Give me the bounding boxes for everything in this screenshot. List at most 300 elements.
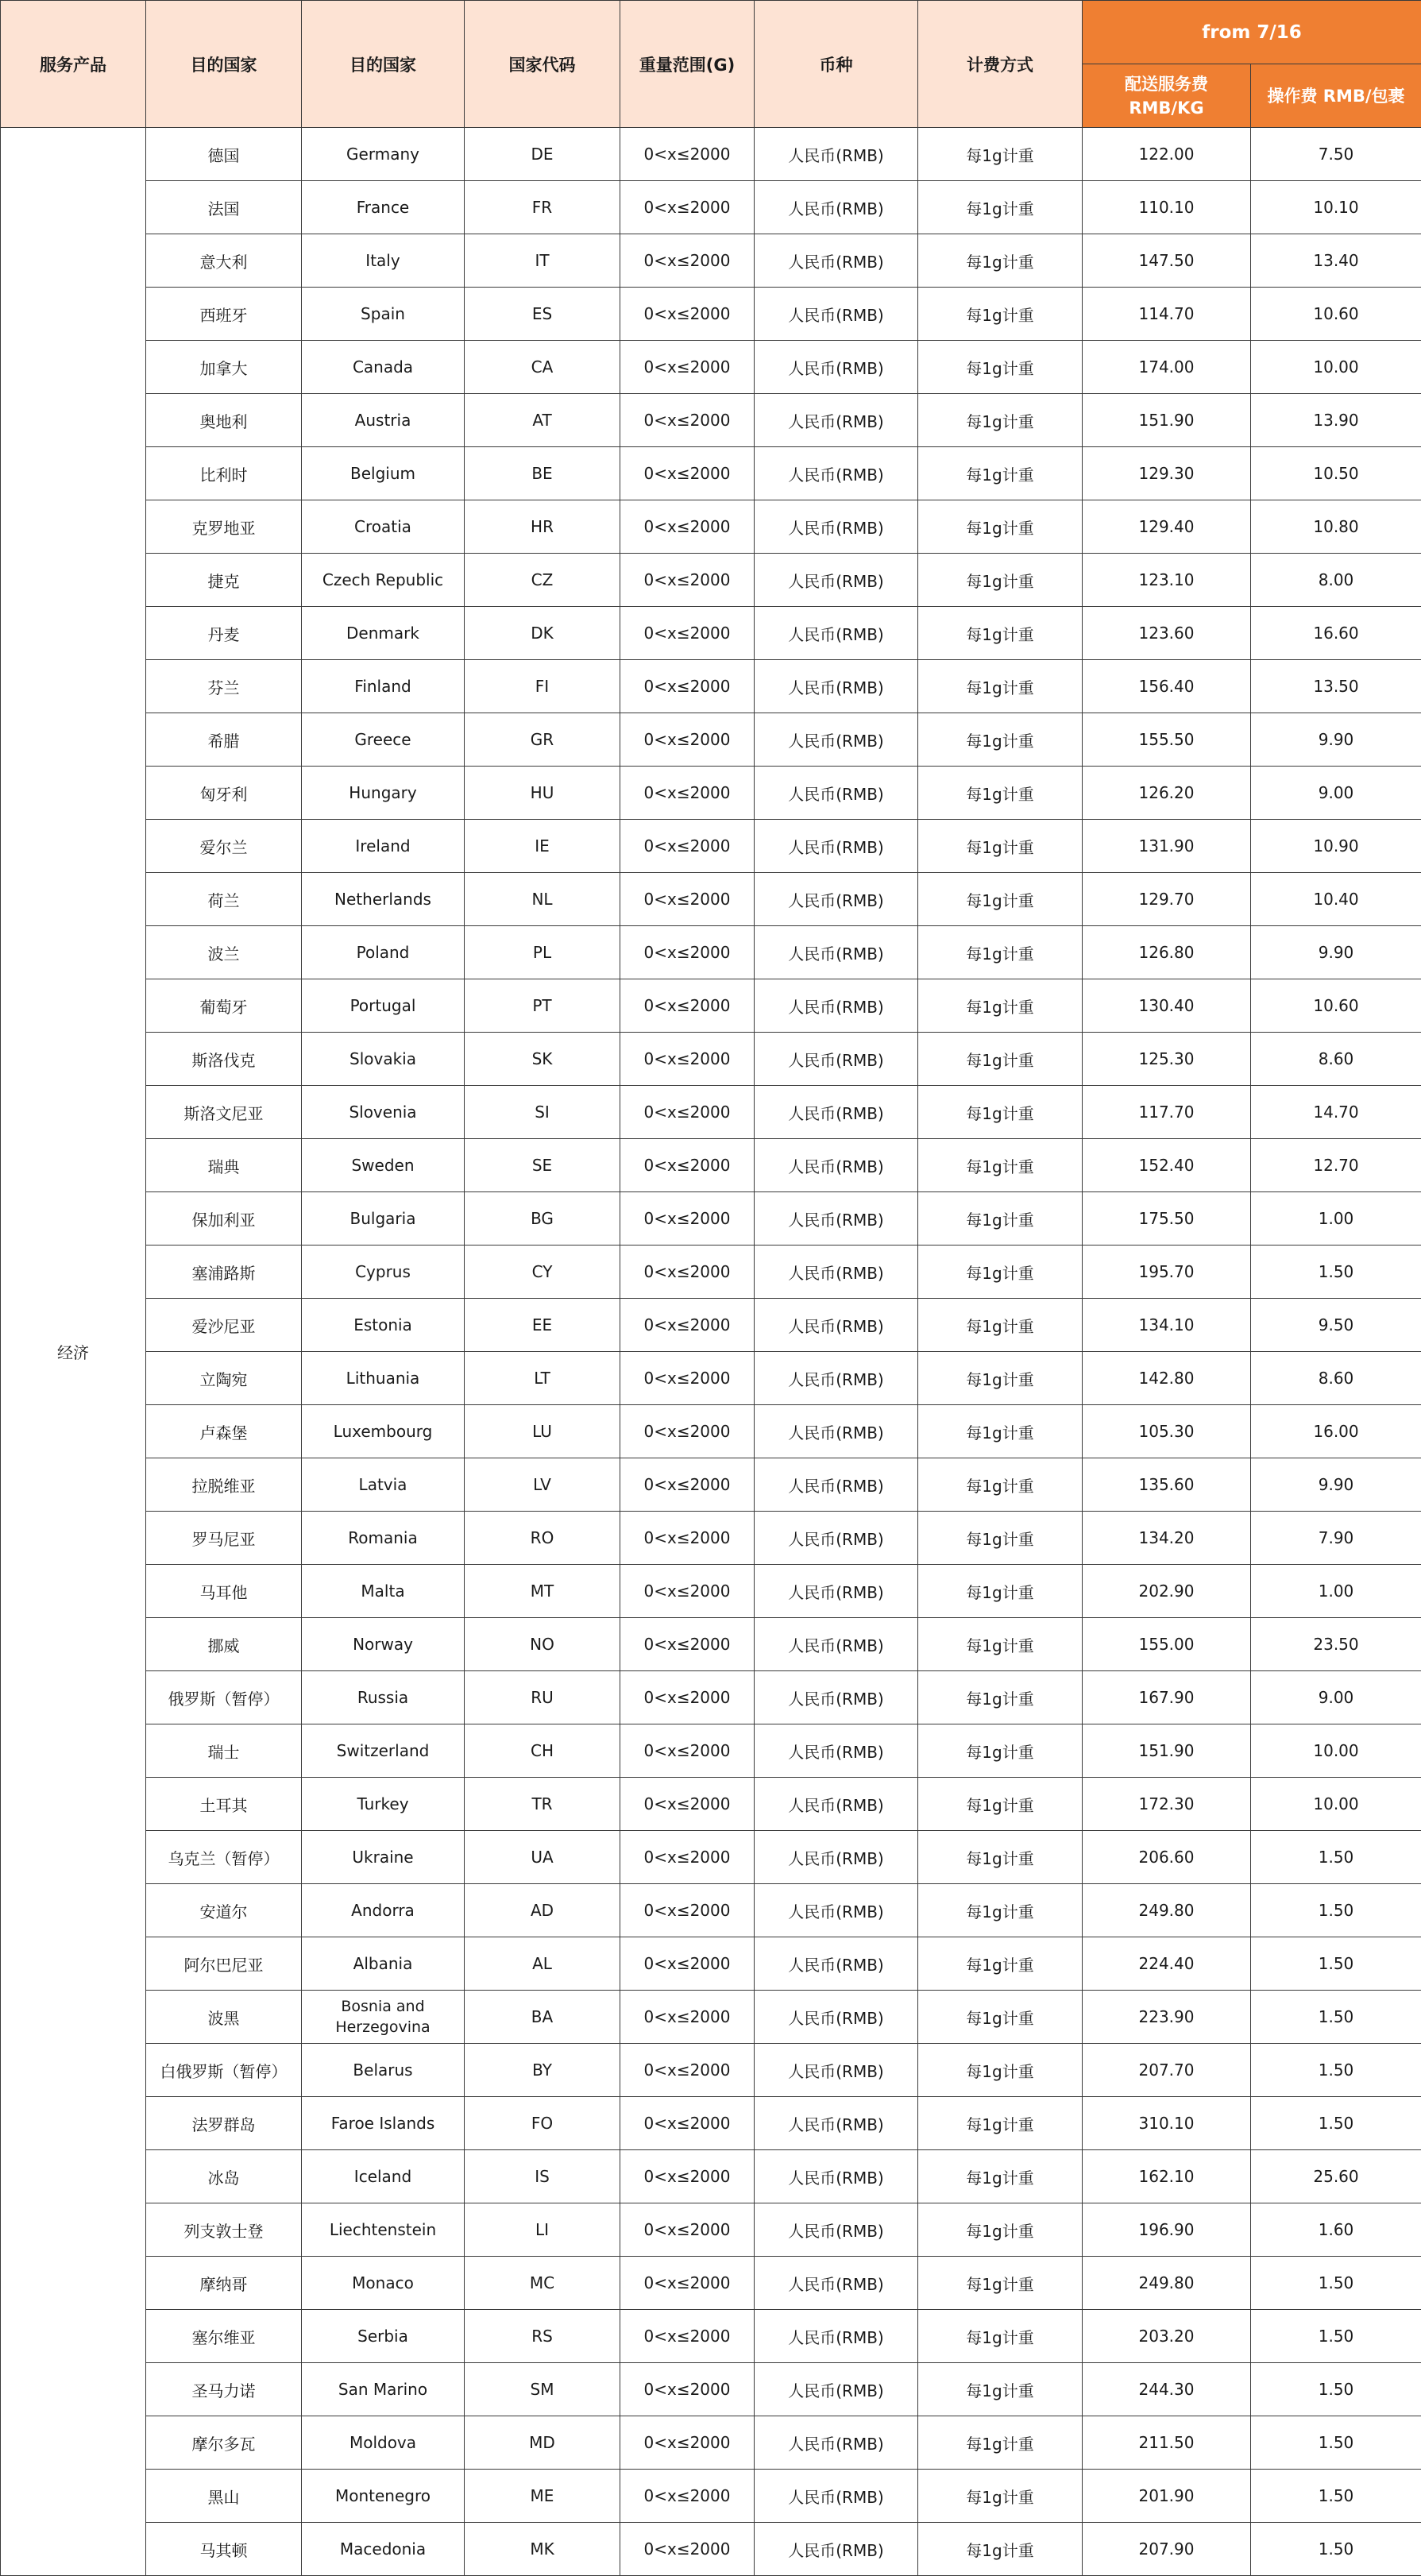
- currency: 人民币(RMB): [755, 1086, 918, 1139]
- table-row: [1, 1937, 1421, 1991]
- billing-method: 每1g计重: [918, 181, 1083, 234]
- delivery-fee: 114.70: [1083, 288, 1251, 341]
- handling-fee: 7.90: [1251, 1512, 1421, 1565]
- delivery-fee: 175.50: [1083, 1192, 1251, 1246]
- table-row: [1, 341, 1421, 394]
- country-code: IS: [465, 2150, 620, 2203]
- handling-fee: 1.50: [1251, 2363, 1421, 2416]
- weight-range: 0<x≤2000: [620, 820, 755, 873]
- weight-range: 0<x≤2000: [620, 2523, 755, 2576]
- country-name-cn: 卢森堡: [146, 1405, 302, 1458]
- billing-method: 每1g计重: [918, 1405, 1083, 1458]
- delivery-fee: 117.70: [1083, 1086, 1251, 1139]
- billing-method: 每1g计重: [918, 2310, 1083, 2363]
- table-row: [1, 873, 1421, 926]
- billing-method: 每1g计重: [918, 1192, 1083, 1246]
- handling-fee: 16.60: [1251, 607, 1421, 660]
- country-name-en: Turkey: [302, 1778, 465, 1831]
- currency: 人民币(RMB): [755, 1458, 918, 1512]
- country-code: SM: [465, 2363, 620, 2416]
- handling-fee: 8.00: [1251, 554, 1421, 607]
- weight-range: 0<x≤2000: [620, 1352, 755, 1405]
- billing-method: 每1g计重: [918, 288, 1083, 341]
- table-row: [1, 128, 1421, 181]
- weight-range: 0<x≤2000: [620, 2097, 755, 2150]
- billing-method: 每1g计重: [918, 2044, 1083, 2097]
- table-row: [1, 1884, 1421, 1937]
- country-name-cn: 斯洛文尼亚: [146, 1086, 302, 1139]
- delivery-fee: 249.80: [1083, 2257, 1251, 2310]
- currency: 人民币(RMB): [755, 234, 918, 288]
- billing-method: 每1g计重: [918, 1618, 1083, 1671]
- country-name-en: Latvia: [302, 1458, 465, 1512]
- country-name-en: Montenegro: [302, 2470, 465, 2523]
- weight-range: 0<x≤2000: [620, 873, 755, 926]
- currency: 人民币(RMB): [755, 1724, 918, 1778]
- table-row: [1, 554, 1421, 607]
- billing-method: 每1g计重: [918, 2150, 1083, 2203]
- country-code: IT: [465, 234, 620, 288]
- table-row: [1, 2203, 1421, 2257]
- country-code: UA: [465, 1831, 620, 1884]
- delivery-fee: 151.90: [1083, 394, 1251, 447]
- currency: 人民币(RMB): [755, 820, 918, 873]
- table-row: [1, 394, 1421, 447]
- country-name-en: Canada: [302, 341, 465, 394]
- country-code: NO: [465, 1618, 620, 1671]
- country-name-en: Cyprus: [302, 1246, 465, 1299]
- weight-range: 0<x≤2000: [620, 2044, 755, 2097]
- currency: 人民币(RMB): [755, 713, 918, 767]
- country-name-cn: 荷兰: [146, 873, 302, 926]
- weight-range: 0<x≤2000: [620, 713, 755, 767]
- delivery-fee: 105.30: [1083, 1405, 1251, 1458]
- currency: 人民币(RMB): [755, 128, 918, 181]
- currency: 人民币(RMB): [755, 2097, 918, 2150]
- country-name-en: Moldova: [302, 2416, 465, 2470]
- country-name-cn: 摩尔多瓦: [146, 2416, 302, 2470]
- handling-fee: 10.60: [1251, 288, 1421, 341]
- country-name-en: Poland: [302, 926, 465, 979]
- header-billing-method: 计费方式: [918, 1, 1083, 128]
- country-name-cn: 匈牙利: [146, 767, 302, 820]
- weight-range: 0<x≤2000: [620, 1671, 755, 1724]
- delivery-fee: 203.20: [1083, 2310, 1251, 2363]
- currency: 人民币(RMB): [755, 2363, 918, 2416]
- country-code: SI: [465, 1086, 620, 1139]
- delivery-fee: 147.50: [1083, 234, 1251, 288]
- country-name-en: Andorra: [302, 1884, 465, 1937]
- table-row: [1, 713, 1421, 767]
- country-code: BE: [465, 447, 620, 500]
- country-code: RO: [465, 1512, 620, 1565]
- country-name-en: Germany: [302, 128, 465, 181]
- weight-range: 0<x≤2000: [620, 2150, 755, 2203]
- header-effective-date: from 7/16: [1083, 1, 1421, 64]
- currency: 人民币(RMB): [755, 1565, 918, 1618]
- delivery-fee: 142.80: [1083, 1352, 1251, 1405]
- currency: 人民币(RMB): [755, 1778, 918, 1831]
- delivery-fee: 249.80: [1083, 1884, 1251, 1937]
- billing-method: 每1g计重: [918, 1139, 1083, 1192]
- billing-method: 每1g计重: [918, 500, 1083, 554]
- weight-range: 0<x≤2000: [620, 926, 755, 979]
- delivery-fee: 162.10: [1083, 2150, 1251, 2203]
- billing-method: 每1g计重: [918, 2363, 1083, 2416]
- country-name-cn: 捷克: [146, 554, 302, 607]
- weight-range: 0<x≤2000: [620, 2416, 755, 2470]
- weight-range: 0<x≤2000: [620, 607, 755, 660]
- billing-method: 每1g计重: [918, 713, 1083, 767]
- table-row: [1, 500, 1421, 554]
- billing-method: 每1g计重: [918, 1086, 1083, 1139]
- delivery-fee: 129.40: [1083, 500, 1251, 554]
- billing-method: 每1g计重: [918, 1778, 1083, 1831]
- country-name-en: Portugal: [302, 979, 465, 1033]
- country-name-en: Slovakia: [302, 1033, 465, 1086]
- table-row: [1, 820, 1421, 873]
- currency: 人民币(RMB): [755, 607, 918, 660]
- country-name-cn: 土耳其: [146, 1778, 302, 1831]
- country-name-cn: 奥地利: [146, 394, 302, 447]
- country-code: PL: [465, 926, 620, 979]
- country-name-en: Luxembourg: [302, 1405, 465, 1458]
- weight-range: 0<x≤2000: [620, 1884, 755, 1937]
- weight-range: 0<x≤2000: [620, 1991, 755, 2044]
- delivery-fee: 201.90: [1083, 2470, 1251, 2523]
- country-name-en: Russia: [302, 1671, 465, 1724]
- country-name-cn: 挪威: [146, 1618, 302, 1671]
- handling-fee: 1.60: [1251, 2203, 1421, 2257]
- billing-method: 每1g计重: [918, 926, 1083, 979]
- country-name-cn: 爱沙尼亚: [146, 1299, 302, 1352]
- currency: 人民币(RMB): [755, 1192, 918, 1246]
- header-service-product: 服务产品: [1, 1, 146, 128]
- header-weight-range: 重量范围(G): [620, 1, 755, 128]
- header-dest-country-en: 目的国家: [302, 1, 465, 128]
- country-name-cn: 乌克兰（暂停）: [146, 1831, 302, 1884]
- weight-range: 0<x≤2000: [620, 128, 755, 181]
- country-code: HU: [465, 767, 620, 820]
- country-name-en: Belgium: [302, 447, 465, 500]
- weight-range: 0<x≤2000: [620, 1192, 755, 1246]
- weight-range: 0<x≤2000: [620, 447, 755, 500]
- handling-fee: 9.00: [1251, 767, 1421, 820]
- handling-fee: 10.50: [1251, 447, 1421, 500]
- table-row: [1, 1724, 1421, 1778]
- weight-range: 0<x≤2000: [620, 1299, 755, 1352]
- delivery-fee: 223.90: [1083, 1991, 1251, 2044]
- handling-fee: 23.50: [1251, 1618, 1421, 1671]
- country-name-en: Ireland: [302, 820, 465, 873]
- country-name-cn: 安道尔: [146, 1884, 302, 1937]
- country-name-en: Austria: [302, 394, 465, 447]
- delivery-fee: 156.40: [1083, 660, 1251, 713]
- country-name-cn: 圣马力诺: [146, 2363, 302, 2416]
- country-name-en: Ukraine: [302, 1831, 465, 1884]
- handling-fee: 10.00: [1251, 1778, 1421, 1831]
- weight-range: 0<x≤2000: [620, 1937, 755, 1991]
- currency: 人民币(RMB): [755, 394, 918, 447]
- handling-fee: 1.50: [1251, 2470, 1421, 2523]
- currency: 人民币(RMB): [755, 1884, 918, 1937]
- country-name-en: Slovenia: [302, 1086, 465, 1139]
- handling-fee: 16.00: [1251, 1405, 1421, 1458]
- country-name-en: Serbia: [302, 2310, 465, 2363]
- currency: 人民币(RMB): [755, 288, 918, 341]
- country-name-cn: 俄罗斯（暂停）: [146, 1671, 302, 1724]
- handling-fee: 13.40: [1251, 234, 1421, 288]
- billing-method: 每1g计重: [918, 820, 1083, 873]
- billing-method: 每1g计重: [918, 1512, 1083, 1565]
- country-code: BA: [465, 1991, 620, 2044]
- country-name-en: Sweden: [302, 1139, 465, 1192]
- handling-fee: 10.60: [1251, 979, 1421, 1033]
- delivery-fee: 167.90: [1083, 1671, 1251, 1724]
- country-name-en: Croatia: [302, 500, 465, 554]
- handling-fee: 1.00: [1251, 1565, 1421, 1618]
- delivery-fee: 207.70: [1083, 2044, 1251, 2097]
- currency: 人民币(RMB): [755, 341, 918, 394]
- weight-range: 0<x≤2000: [620, 1246, 755, 1299]
- country-name-cn: 丹麦: [146, 607, 302, 660]
- delivery-fee: 310.10: [1083, 2097, 1251, 2150]
- weight-range: 0<x≤2000: [620, 1139, 755, 1192]
- weight-range: 0<x≤2000: [620, 341, 755, 394]
- handling-fee: 10.10: [1251, 181, 1421, 234]
- table-row: [1, 2257, 1421, 2310]
- country-code: EE: [465, 1299, 620, 1352]
- country-name-en: Lithuania: [302, 1352, 465, 1405]
- country-name-cn: 德国: [146, 128, 302, 181]
- delivery-fee: 244.30: [1083, 2363, 1251, 2416]
- table-row: [1, 1405, 1421, 1458]
- handling-fee: 7.50: [1251, 128, 1421, 181]
- country-code: MT: [465, 1565, 620, 1618]
- country-name-cn: 波兰: [146, 926, 302, 979]
- table-row: [1, 1458, 1421, 1512]
- country-name-en: Iceland: [302, 2150, 465, 2203]
- country-name-en: Finland: [302, 660, 465, 713]
- header-delivery-fee: 配送服务费 RMB/KG: [1083, 64, 1251, 128]
- country-code: CZ: [465, 554, 620, 607]
- delivery-fee: 195.70: [1083, 1246, 1251, 1299]
- weight-range: 0<x≤2000: [620, 394, 755, 447]
- country-code: ES: [465, 288, 620, 341]
- weight-range: 0<x≤2000: [620, 1512, 755, 1565]
- weight-range: 0<x≤2000: [620, 1458, 755, 1512]
- country-code: SK: [465, 1033, 620, 1086]
- country-code: DK: [465, 607, 620, 660]
- billing-method: 每1g计重: [918, 2523, 1083, 2576]
- country-code: IE: [465, 820, 620, 873]
- country-name-cn: 爱尔兰: [146, 820, 302, 873]
- weight-range: 0<x≤2000: [620, 1724, 755, 1778]
- billing-method: 每1g计重: [918, 394, 1083, 447]
- weight-range: 0<x≤2000: [620, 1565, 755, 1618]
- billing-method: 每1g计重: [918, 1352, 1083, 1405]
- country-name-en: Faroe Islands: [302, 2097, 465, 2150]
- country-name-en: Norway: [302, 1618, 465, 1671]
- country-name-cn: 塞浦路斯: [146, 1246, 302, 1299]
- country-name-cn: 法罗群岛: [146, 2097, 302, 2150]
- table-row: [1, 1618, 1421, 1671]
- delivery-fee: 134.10: [1083, 1299, 1251, 1352]
- handling-fee: 12.70: [1251, 1139, 1421, 1192]
- delivery-fee: 126.20: [1083, 767, 1251, 820]
- country-name-en: Albania: [302, 1937, 465, 1991]
- currency: 人民币(RMB): [755, 2257, 918, 2310]
- currency: 人民币(RMB): [755, 2470, 918, 2523]
- weight-range: 0<x≤2000: [620, 1033, 755, 1086]
- country-code: NL: [465, 873, 620, 926]
- handling-fee: 1.50: [1251, 2416, 1421, 2470]
- country-name-cn: 意大利: [146, 234, 302, 288]
- country-name-cn: 罗马尼亚: [146, 1512, 302, 1565]
- handling-fee: 13.90: [1251, 394, 1421, 447]
- weight-range: 0<x≤2000: [620, 1405, 755, 1458]
- billing-method: 每1g计重: [918, 1033, 1083, 1086]
- billing-method: 每1g计重: [918, 2097, 1083, 2150]
- weight-range: 0<x≤2000: [620, 660, 755, 713]
- billing-method: 每1g计重: [918, 660, 1083, 713]
- handling-fee: 10.00: [1251, 1724, 1421, 1778]
- billing-method: 每1g计重: [918, 979, 1083, 1033]
- handling-fee: 9.90: [1251, 926, 1421, 979]
- table-row: [1, 2044, 1421, 2097]
- country-name-cn: 瑞士: [146, 1724, 302, 1778]
- weight-range: 0<x≤2000: [620, 1086, 755, 1139]
- weight-range: 0<x≤2000: [620, 2363, 755, 2416]
- country-name-cn: 拉脱维亚: [146, 1458, 302, 1512]
- table-row: [1, 181, 1421, 234]
- billing-method: 每1g计重: [918, 607, 1083, 660]
- weight-range: 0<x≤2000: [620, 554, 755, 607]
- handling-fee: 14.70: [1251, 1086, 1421, 1139]
- country-name-en: Monaco: [302, 2257, 465, 2310]
- billing-method: 每1g计重: [918, 1831, 1083, 1884]
- country-code: FO: [465, 2097, 620, 2150]
- weight-range: 0<x≤2000: [620, 1831, 755, 1884]
- handling-fee: 1.50: [1251, 2523, 1421, 2576]
- billing-method: 每1g计重: [918, 1724, 1083, 1778]
- table-row: [1, 1512, 1421, 1565]
- country-code: LU: [465, 1405, 620, 1458]
- country-name-en: Czech Republic: [302, 554, 465, 607]
- delivery-fee: 135.60: [1083, 1458, 1251, 1512]
- country-name-cn: 塞尔维亚: [146, 2310, 302, 2363]
- country-name-cn: 阿尔巴尼亚: [146, 1937, 302, 1991]
- country-code: RS: [465, 2310, 620, 2363]
- weight-range: 0<x≤2000: [620, 2310, 755, 2363]
- country-name-cn: 法国: [146, 181, 302, 234]
- country-name-en: Liechtenstein: [302, 2203, 465, 2257]
- weight-range: 0<x≤2000: [620, 1618, 755, 1671]
- handling-fee: 1.50: [1251, 2310, 1421, 2363]
- table-row: [1, 234, 1421, 288]
- country-name-cn: 克罗地亚: [146, 500, 302, 554]
- table-row: [1, 660, 1421, 713]
- country-code: MC: [465, 2257, 620, 2310]
- handling-fee: 10.00: [1251, 341, 1421, 394]
- billing-method: 每1g计重: [918, 554, 1083, 607]
- delivery-fee: 172.30: [1083, 1778, 1251, 1831]
- table-row: [1, 1991, 1421, 2044]
- currency: 人民币(RMB): [755, 447, 918, 500]
- country-code: LI: [465, 2203, 620, 2257]
- country-code: AT: [465, 394, 620, 447]
- handling-fee: 9.50: [1251, 1299, 1421, 1352]
- weight-range: 0<x≤2000: [620, 979, 755, 1033]
- billing-method: 每1g计重: [918, 128, 1083, 181]
- country-code: MK: [465, 2523, 620, 2576]
- table-row: [1, 2523, 1421, 2576]
- currency: 人民币(RMB): [755, 1512, 918, 1565]
- delivery-fee: 123.10: [1083, 554, 1251, 607]
- handling-fee: 8.60: [1251, 1033, 1421, 1086]
- delivery-fee: 207.90: [1083, 2523, 1251, 2576]
- currency: 人民币(RMB): [755, 500, 918, 554]
- country-name-en: Belarus: [302, 2044, 465, 2097]
- country-code: TR: [465, 1778, 620, 1831]
- handling-fee: 1.50: [1251, 1884, 1421, 1937]
- country-name-en: Macedonia: [302, 2523, 465, 2576]
- billing-method: 每1g计重: [918, 1991, 1083, 2044]
- country-code: RU: [465, 1671, 620, 1724]
- country-code: BG: [465, 1192, 620, 1246]
- country-code: FR: [465, 181, 620, 234]
- country-name-cn: 保加利亚: [146, 1192, 302, 1246]
- handling-fee: 10.40: [1251, 873, 1421, 926]
- delivery-fee: 224.40: [1083, 1937, 1251, 1991]
- country-code: CA: [465, 341, 620, 394]
- table-row: [1, 1565, 1421, 1618]
- country-code: BY: [465, 2044, 620, 2097]
- handling-fee: 1.50: [1251, 1991, 1421, 2044]
- delivery-fee: 123.60: [1083, 607, 1251, 660]
- header-dest-country-cn: 目的国家: [146, 1, 302, 128]
- billing-method: 每1g计重: [918, 1458, 1083, 1512]
- billing-method: 每1g计重: [918, 1246, 1083, 1299]
- handling-fee: 1.00: [1251, 1192, 1421, 1246]
- country-code: SE: [465, 1139, 620, 1192]
- country-code: CH: [465, 1724, 620, 1778]
- handling-fee: 9.90: [1251, 713, 1421, 767]
- weight-range: 0<x≤2000: [620, 2257, 755, 2310]
- country-name-cn: 瑞典: [146, 1139, 302, 1192]
- billing-method: 每1g计重: [918, 767, 1083, 820]
- handling-fee: 25.60: [1251, 2150, 1421, 2203]
- header-currency: 币种: [755, 1, 918, 128]
- country-name-cn: 冰岛: [146, 2150, 302, 2203]
- delivery-fee: 152.40: [1083, 1139, 1251, 1192]
- currency: 人民币(RMB): [755, 554, 918, 607]
- weight-range: 0<x≤2000: [620, 500, 755, 554]
- country-code: MD: [465, 2416, 620, 2470]
- table-row: [1, 1831, 1421, 1884]
- table-row: [1, 1246, 1421, 1299]
- table-row: [1, 2363, 1421, 2416]
- weight-range: 0<x≤2000: [620, 234, 755, 288]
- table-row: [1, 1352, 1421, 1405]
- table-row: [1, 1778, 1421, 1831]
- country-name-en: Spain: [302, 288, 465, 341]
- country-code: AL: [465, 1937, 620, 1991]
- delivery-fee: 110.10: [1083, 181, 1251, 234]
- country-code: LV: [465, 1458, 620, 1512]
- country-name-en: Bosnia and Herzegovina: [302, 1991, 465, 2044]
- delivery-fee: 151.90: [1083, 1724, 1251, 1778]
